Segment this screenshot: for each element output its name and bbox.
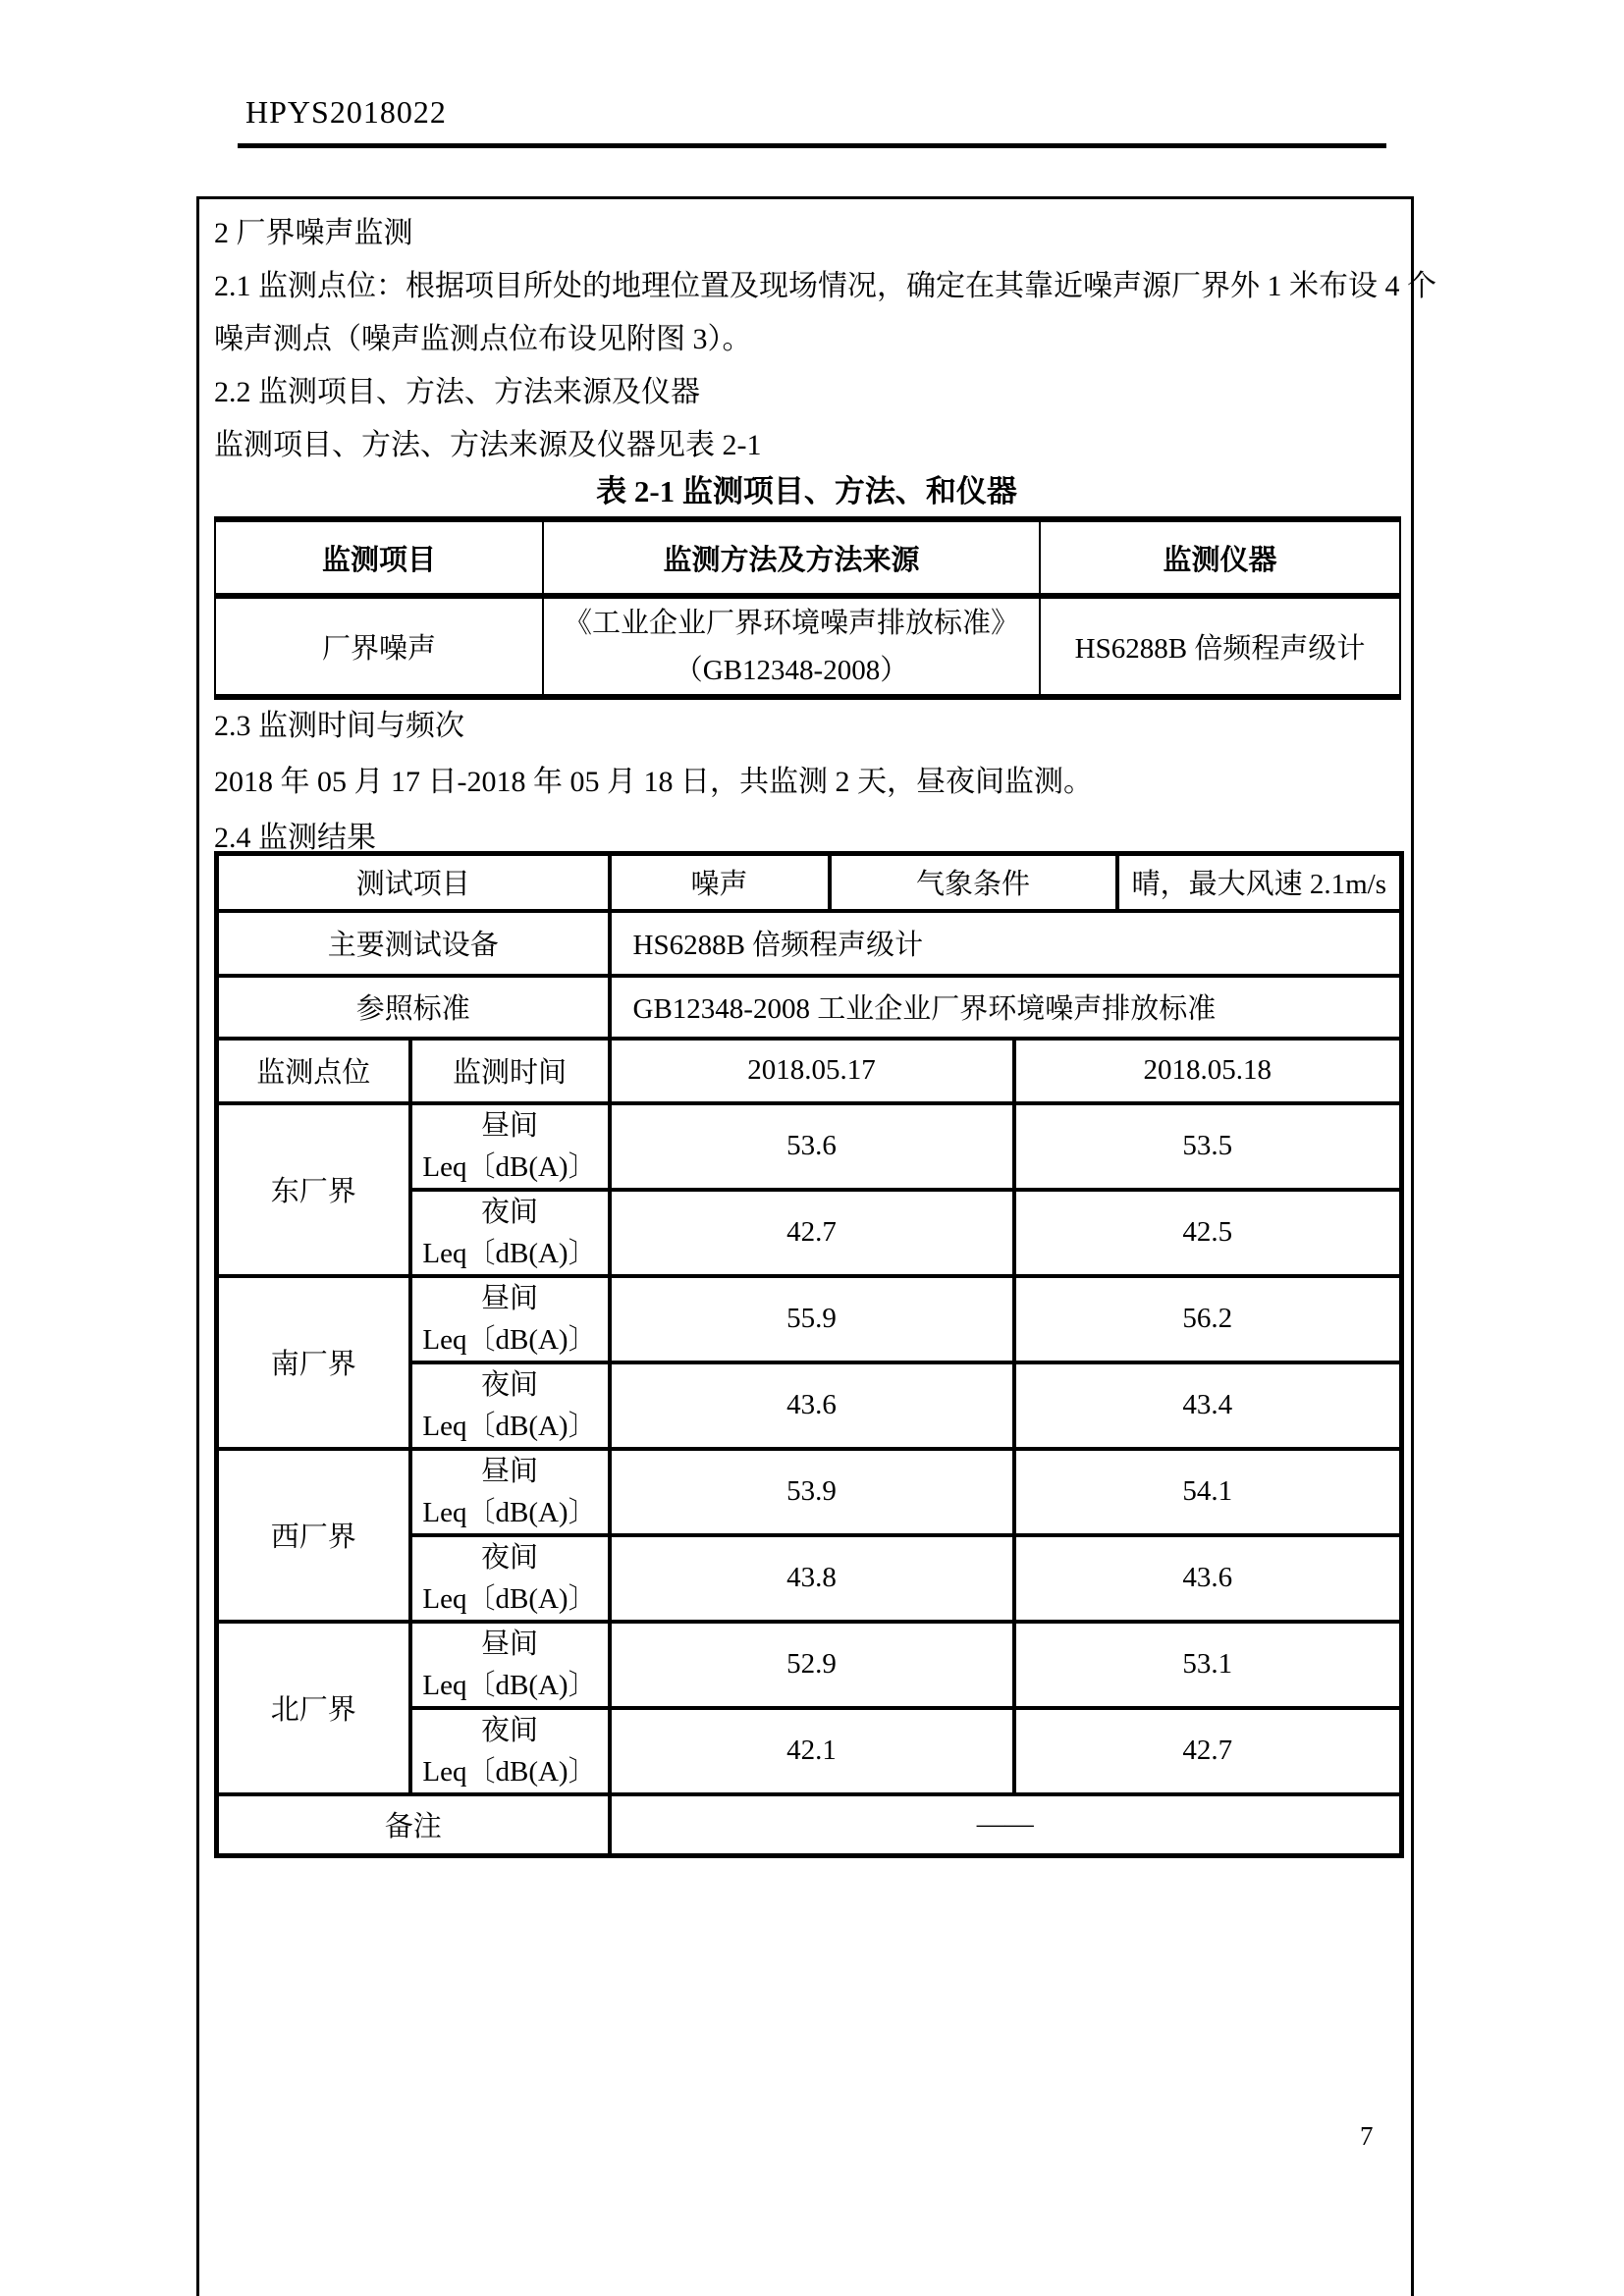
value-cell: 42.7	[610, 1190, 1014, 1276]
period-label: 夜间	[481, 1368, 539, 1401]
period-label: 昼间	[481, 1282, 539, 1314]
section-2-3-block	[214, 698, 1396, 866]
table-row	[217, 1039, 1402, 1103]
period-cell	[410, 1708, 610, 1794]
period-cell	[410, 1449, 610, 1535]
weather-label-cell: 气象条件	[830, 854, 1117, 911]
table-row	[215, 596, 1400, 697]
table-row	[217, 976, 1402, 1039]
leq-label: Leq〔dB(A)〕	[422, 1496, 597, 1528]
period-cell	[410, 1276, 610, 1362]
leq-label: Leq〔dB(A)〕	[422, 1150, 597, 1183]
t21-method-line2: （GB12348-2008）	[674, 654, 909, 686]
value-cell: 53.9	[610, 1449, 1014, 1535]
t21-instrument-cell: HS6288B 倍频程声级计	[1040, 596, 1400, 697]
period-cell	[410, 1103, 610, 1190]
time-label-cell: 监测时间	[410, 1039, 610, 1103]
header-divider	[238, 143, 1386, 148]
section-2-2-note: 监测项目、方法、方法来源及仪器见表 2-1	[214, 429, 762, 461]
table-row	[217, 1276, 1402, 1362]
section-2-1-text-line1: 2.1 监测点位：根据项目所处的地理位置及现场情况，确定在其靠近噪声源厂界外 1 米布设 4 个	[214, 270, 1436, 302]
t21-header-method: 监测方法及方法来源	[543, 519, 1040, 596]
boundary-name-cell: 南厂界	[217, 1276, 410, 1449]
standard-label-cell: 参照标准	[217, 976, 610, 1039]
intro-paragraphs	[214, 207, 1436, 472]
section-2-3-text: 2018 年 05 月 17 日-2018 年 05 月 18 日，共监测 2 天，昼夜间监测。	[214, 766, 1093, 798]
point-label-cell: 监测点位	[217, 1039, 410, 1103]
t21-method-line1: 《工业企业厂界环境噪声排放标准》	[563, 607, 1019, 639]
table-row	[217, 911, 1402, 976]
date1-cell: 2018.05.17	[610, 1039, 1014, 1103]
period-label: 夜间	[481, 1714, 539, 1746]
period-cell	[410, 1190, 610, 1276]
value-cell: 53.6	[610, 1103, 1014, 1190]
t21-method-cell	[543, 596, 1040, 697]
section-2-2-title: 2.2 监测项目、方法、方法来源及仪器	[214, 376, 700, 408]
table-row	[217, 1794, 1402, 1856]
value-cell: 52.9	[610, 1622, 1014, 1708]
period-cell	[410, 1622, 610, 1708]
t21-header-instrument: 监测仪器	[1040, 519, 1400, 596]
leq-label: Leq〔dB(A)〕	[422, 1323, 597, 1356]
boundary-name-cell: 东厂界	[217, 1103, 410, 1276]
monitoring-results-table	[214, 851, 1404, 1858]
period-label: 昼间	[481, 1455, 539, 1487]
table-row	[217, 1449, 1402, 1535]
value-cell: 42.1	[610, 1708, 1014, 1794]
equipment-label-cell: 主要测试设备	[217, 911, 610, 976]
value-cell: 54.1	[1014, 1449, 1402, 1535]
leq-label: Leq〔dB(A)〕	[422, 1669, 597, 1701]
document-code: HPYS2018022	[245, 94, 447, 130]
period-label: 昼间	[481, 1109, 539, 1142]
value-cell: 53.5	[1014, 1103, 1402, 1190]
page-number: 7	[1360, 2121, 1374, 2151]
leq-label: Leq〔dB(A)〕	[422, 1582, 597, 1615]
section-2-title: 2 厂界噪声监测	[214, 217, 413, 249]
leq-label: Leq〔dB(A)〕	[422, 1237, 597, 1269]
table-row	[217, 1622, 1402, 1708]
period-cell	[410, 1535, 610, 1622]
test-item-value-cell: 噪声	[610, 854, 830, 911]
table-row	[217, 854, 1402, 911]
section-2-3-title: 2.3 监测时间与频次	[214, 710, 464, 742]
value-cell: 43.6	[610, 1362, 1014, 1449]
leq-label: Leq〔dB(A)〕	[422, 1755, 597, 1788]
boundary-name-cell: 北厂界	[217, 1622, 410, 1794]
boundary-name-cell: 西厂界	[217, 1449, 410, 1622]
table-2-1	[214, 516, 1401, 700]
value-cell: 56.2	[1014, 1276, 1402, 1362]
value-cell: 53.1	[1014, 1622, 1402, 1708]
weather-value-cell: 晴，最大风速 2.1m/s	[1117, 854, 1402, 911]
t21-item-cell: 厂界噪声	[215, 596, 543, 697]
standard-value-cell: GB12348-2008 工业企业厂界环境噪声排放标准	[610, 976, 1402, 1039]
value-cell: 55.9	[610, 1276, 1014, 1362]
equipment-value-cell: HS6288B 倍频程声级计	[610, 911, 1402, 976]
date2-cell: 2018.05.18	[1014, 1039, 1402, 1103]
period-label: 夜间	[481, 1196, 539, 1228]
period-cell	[410, 1362, 610, 1449]
value-cell: 43.6	[1014, 1535, 1402, 1622]
value-cell: 43.8	[610, 1535, 1014, 1622]
leq-label: Leq〔dB(A)〕	[422, 1410, 597, 1442]
t21-header-item: 监测项目	[215, 519, 543, 596]
table-2-1-caption: 表 2-1 监测项目、方法、和仪器	[596, 474, 1017, 508]
remark-label-cell: 备注	[217, 1794, 610, 1856]
remark-value-cell: ——	[610, 1794, 1402, 1856]
content-frame	[196, 196, 1436, 2296]
table-row	[215, 519, 1400, 596]
value-cell: 42.5	[1014, 1190, 1402, 1276]
table-row	[217, 1103, 1402, 1190]
period-label: 昼间	[481, 1628, 539, 1660]
section-2-4-title: 2.4 监测结果	[214, 822, 376, 854]
value-cell: 42.7	[1014, 1708, 1402, 1794]
test-item-label-cell: 测试项目	[217, 854, 610, 911]
value-cell: 43.4	[1014, 1362, 1402, 1449]
section-2-1-text-line2: 噪声测点（噪声监测点位布设见附图 3）。	[214, 323, 752, 355]
period-label: 夜间	[481, 1541, 539, 1574]
